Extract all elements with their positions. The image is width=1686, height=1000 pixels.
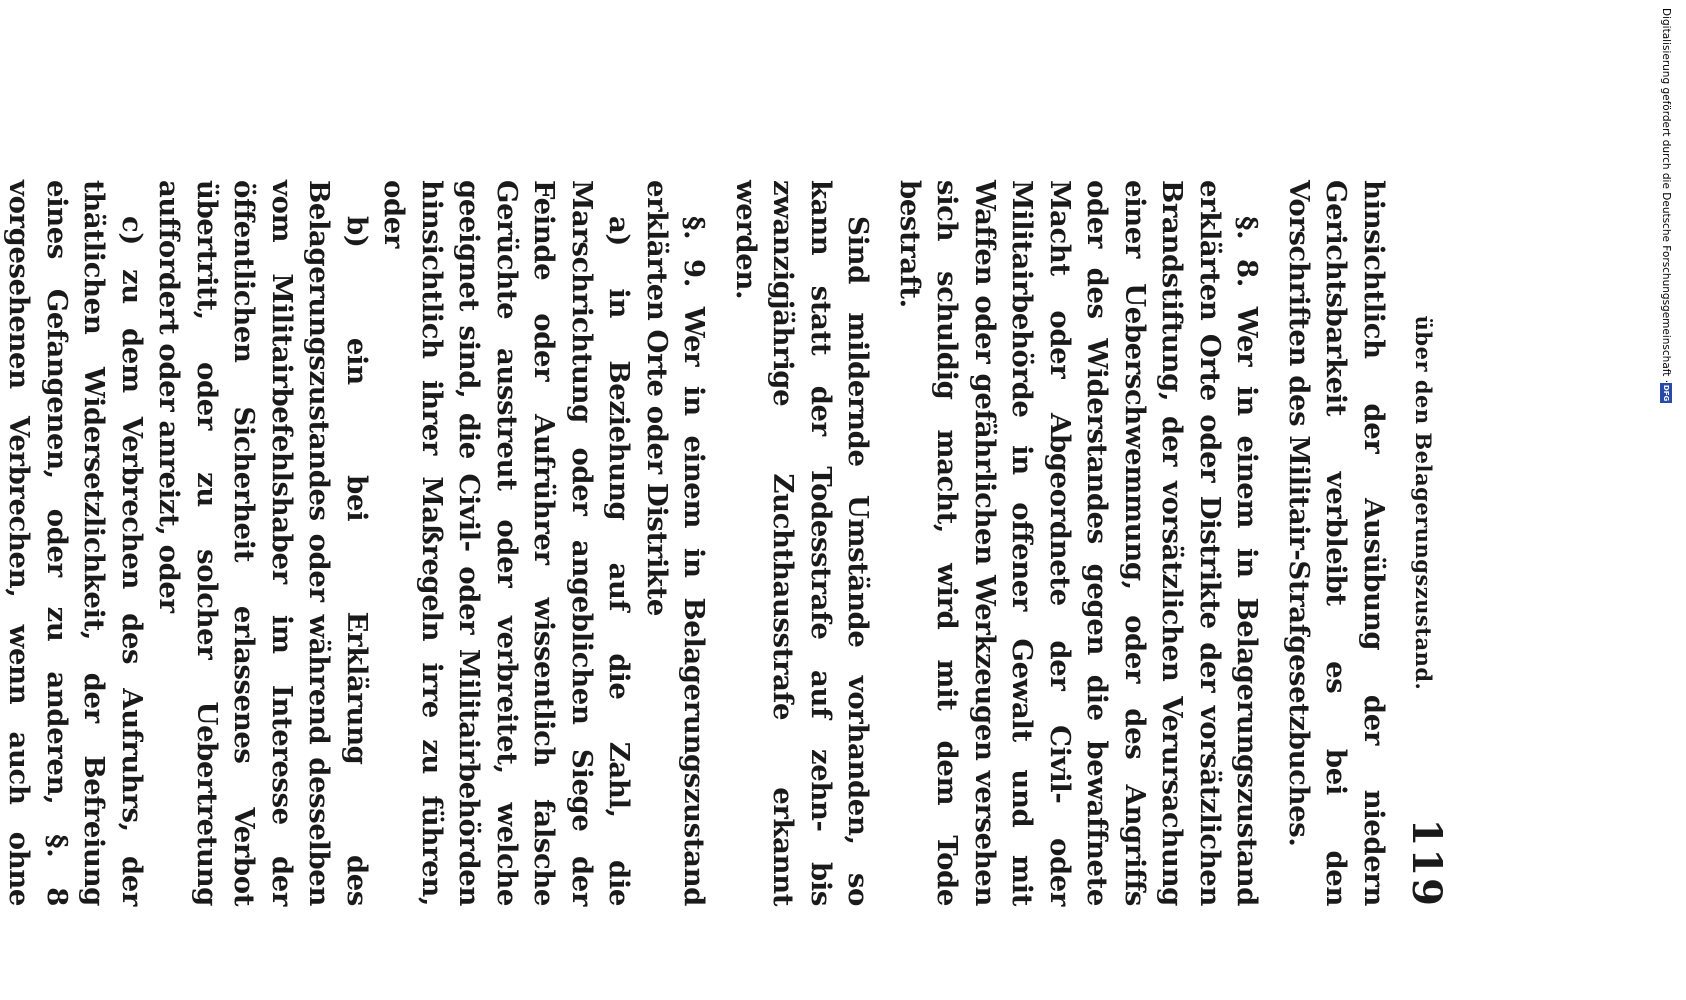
digitization-credit [1660,8,1672,407]
paragraph-mitigating: Sind mildernde Umstände vorhanden, so kann statt der Todesstrafe auf zehn- bis zwanzigjährige Zuchthausstrafe erkannt werden. [730,180,875,906]
list-item-a: a) in Beziehung auf die Zahl, die Marschrichtung oder angeblichen Siege der Feinde oder Aufrührer wissentlich falsche Gerüchte ausstreut oder verbreitet, welche geeignet sind, die Civil- oder Militairbehörden hinsichtlich ihrer Maßregeln irre zu führen, oder [378,180,636,906]
running-head: über den Belagerungszustand. [1411,315,1436,691]
paragraph-continuation: hinsichtlich der Ausübung der niedern Gerichtsbarkeit verbleibt es bei den Vorschriften des Militair-Strafgesetzbuches. [1283,180,1390,906]
paragraph-section-8: §. 8. Wer in einem in Belagerungszustand erklärten Orte oder Distrikte der vorsätzlichen Brandstiftung, der vorsätzlichen Verursachung einer Ueberschwemmung, oder des Angriffs oder des Widerstandes gegen die bewaffnete Macht oder Abgeordnete der Civil- oder Militairbehörde in offener Gewalt und mit Waffen oder gefährlichen Werkzeugen versehen sich schuldig macht, wird mit dem Tode bestraft. [894,180,1264,906]
list-item-b: b) ein bei Erklärung des Belagerungszustandes oder während desselben vom Militairbefehlshaber im Interesse der öffentlichen Sicherheit erlassenes Verbot übertritt, oder zu solcher Uebertretung auffordert oder anreizt, oder [153,180,373,906]
dfg-logo: DFG [1662,384,1670,402]
page-body [0,88,1392,918]
page-number: 119 [1403,818,1450,908]
page-header [1392,88,1450,918]
credit-text: Digitalisierung gefördert durch die Deutsche Forschungsgemeinschaft · [1660,8,1672,384]
paragraph-section-9: §. 9. Wer in einem in Belagerungszustand erklärten Orte oder Distrikte [641,180,711,906]
scanned-page [3,88,1450,918]
list-item-c: c) zu dem Verbrechen des Aufruhrs, der thätlichen Widersetzlichkeit, der Befreiung eines Gefangenen, oder zu anderen, §. 8 vorgesehenen Verbrechen, wenn auch ohne [3,180,148,906]
